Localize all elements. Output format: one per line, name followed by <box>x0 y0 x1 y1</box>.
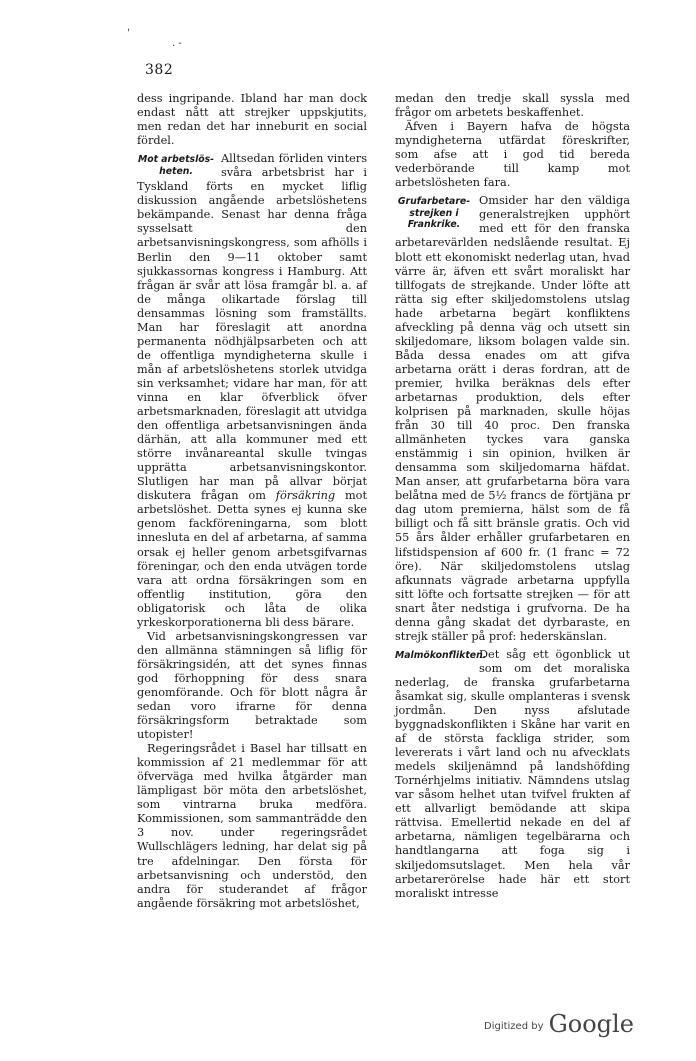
left-paragraph-3: Vid arbetsanvisningskongressen var den allmänna stämningen så liflig för försäkringsidén, att det synes finnas god förhoppning för dess snara genomförande. Och för blott några år sedan voro ifrarne för denna försäkringsform betraktade som utopister! <box>137 629 367 742</box>
side-heading-arbetsloshet: Mot arbetslös-heten. <box>137 154 215 177</box>
right-paragraph-4 <box>395 648 630 901</box>
right-paragraph-4-text: Det såg ett ögonblick ut som om det moraliska nederlag, de franska grufarbetarna åsamkat sig, skulle omplanteras i svensk jordmån. Den nyss afslutade byggnadskonflikten i Skåne har varit en af de största fackliga strider, som levererats i vårt land och nu afvecklats medels skiljenämnd på landshöfding Tornérhjelms initiativ. Nämndens utslag var såsom helhet utan tvifvel frukten af ett allvarligt bemödande att skipa rättvisa. Emellertid nekade en del af arbetarna, nämligen tegelbärarna och handtlangarna att foga sig i skiljedomsutslaget. Men hela vår arbetarerörelse hade här ett stort moraliskt intresse <box>395 647 630 900</box>
right-paragraph-2: Äfven i Bayern hafva de högsta myndigheterna utfärdat föreskrifter, som afse att i god tid bereda vederbörande till kamp mot arbetslösheten fara. <box>395 120 630 190</box>
digitized-by-google-watermark <box>484 1010 634 1038</box>
right-paragraph-1: medan den tredje skall syssla med frågor om arbetets beskaffenhet. <box>395 92 630 120</box>
side-heading-malmokonflikten: Malmökonflikten. <box>395 649 487 661</box>
page-number: 382 <box>145 62 174 78</box>
left-paragraph-2-emphasis: försäkring <box>275 489 336 503</box>
margin-mark-top: ' <box>127 28 130 39</box>
left-paragraph-2-text-cont: mot arbetslöshet. Detta synes ej kunna ske genom fackföreningarna, som blott innesluta en del af arbetarna, af samma orsak ej heller genom arbetsgifvarnas föreningar, och den enda utvägen torde vara att ordna försäkringen som en offentlig institution, göra den obligatorisk och låta de olika yrkeskorporationerna bli dess bärare. <box>137 489 368 629</box>
digitized-by-label: Digitized by <box>484 1021 544 1032</box>
right-paragraph-3 <box>395 194 630 644</box>
side-heading-grufarbetarestrejken: Grufarbetare-strejken i Frankrike. <box>397 196 471 231</box>
left-paragraph-2 <box>137 152 367 630</box>
margin-mark-dots: . - <box>172 38 182 49</box>
right-column <box>395 92 630 901</box>
left-column <box>137 92 367 911</box>
left-paragraph-1: dess ingripande. Ibland har man dock endast nått att strejker uppskjutits, men redan det har inneburit en social fördel. <box>137 92 367 148</box>
left-paragraph-4: Regeringsrådet i Basel har tillsatt en kommission af 21 medlemmar för att öfverväga med hvilka åtgärder man lämpligast bör möta den arbetslöshet, som vintrarna bruka medföra. Kommissionen, som sammanträdde den 3 nov. under regeringsrådet Wullschlägers ledning, har delat sig på tre afdelningar. Den första för arbetsanvisning och understöd, den andra för studerandet af frågor angående försäkring mot arbetslöshet, <box>137 742 367 910</box>
google-logo: Google <box>548 1010 634 1038</box>
right-paragraph-3-text: Omsider har den väldiga generalstrejken upphört med ett för den franska arbetarevärlden nedslående resultat. Ej blott ett ekonomiskt nederlag utan, hvad värre är, äfven ett svårt moraliskt har tillfogats de strejkande. Under löfte att rätta sig efter skiljedomstolens utslag hade arbetarna begärt konfliktens afveckling på denna väg och utsett sin skiljedomare, liksom bolagen valde sin. Båda dessa enades om att gifva arbetarna orätt i deras fordran, att de premier, hvilka beräknas dels efter arbetarnas produktion, dels efter kolprisen på marknaden, skulle höjas från 30 till 40 proc. Den franska allmänheten tyckes vara ganska enstämmig i sin opinion, hvilken är densamma som skiljedomarna häfdat. Man anser, att grufarbetarna böra vara belåtna med de 5½ francs de förtjäna pr dag utom premierna, hälst som de få billigt och få sitt bränsle gratis. Och vid 55 års ålder erhåller grufarbetaren en lifstidspension af 600 fr. (1 franc = 72 öre). När skiljedomstolens utslag afkunnats vägrade arbetarna uppfylla sitt löfte och fortsatte strejken — för att snart åter nedstiga i grufvorna. De ha denna gång skadat det dyrbaraste, en strejk ställer på prof: hederskänslan. <box>395 194 630 643</box>
left-paragraph-2-text: Alltsedan förliden vinters svåra arbetsbrist har i Tyskland förts en mycket liflig diskussion angående arbetslöshetens bekämpande. Senast har denna fråga sysselsatt den arbetsanvisningskongress, som afhölls i Berlin den 9—11 oktober samt sjukkassornas kongress i Hamburg. Att frågan är svår att lösa framgår bl. a. af de många olikartade förslag till densammas lösning som framställts. Man har föreslagit att anordna permanenta nödhjälpsarbeten och att de offentliga myndigheterna skulle i mån af arbetslöshetens storlek utvidga sin verksamhet; vidare har man, för att vinna en klar öfverblick öfver arbetsmarknaden, föreslagit att utvidga den offentliga arbetsanvisningen ända därhän, att alla kommuner med ett större invånareantal skulle tvingas upprätta arbetsanvisningskontor. Slutligen har man på allvar börjat diskutera frågan om <box>137 152 367 503</box>
